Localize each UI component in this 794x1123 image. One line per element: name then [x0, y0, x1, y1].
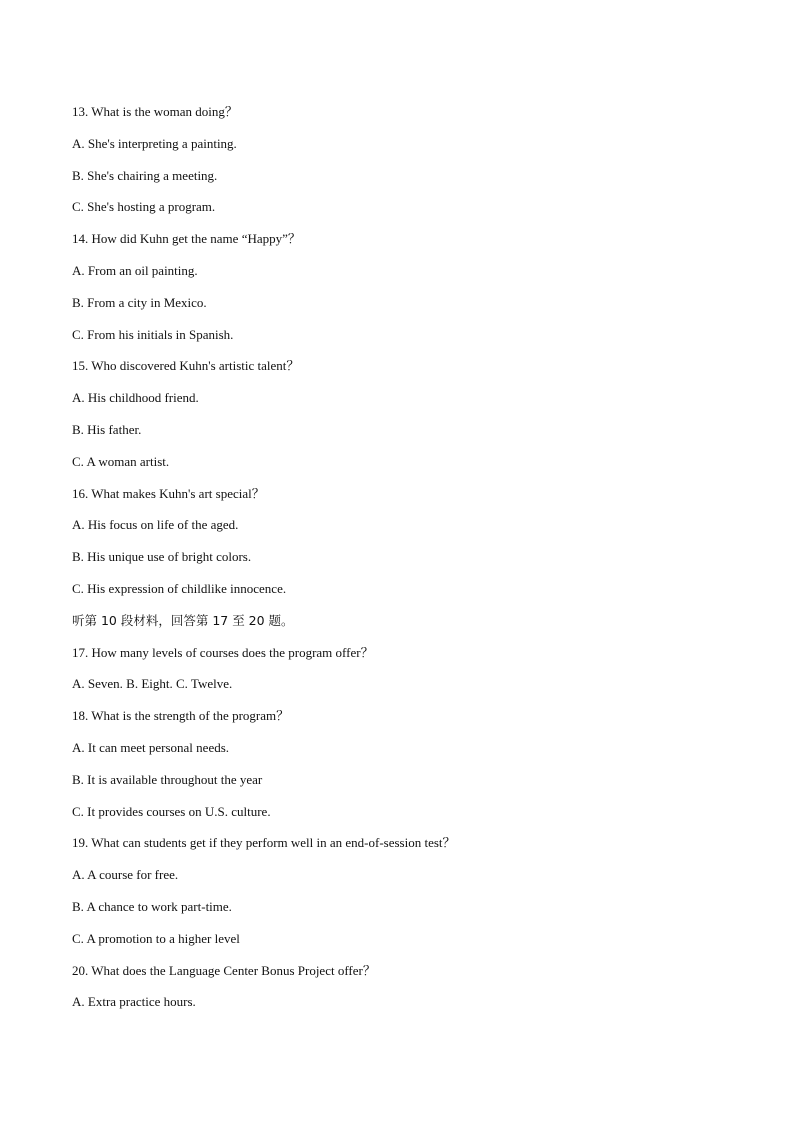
question-15: 15. Who discovered Kuhn's artistic talent？ — [72, 358, 300, 374]
options-17: A. Seven. B. Eight. C. Twelve. — [72, 676, 233, 692]
option-18b: B. It is available throughout the year — [72, 771, 263, 787]
question-14: 14. How did Kuhn get the name “Happy”？ — [72, 231, 301, 247]
question-17: 17. How many levels of courses does the program offer？ — [72, 644, 374, 660]
option-20a: A. Extra practice hours. — [72, 994, 196, 1010]
question-20: 20. What does the Language Center Bonus Project offer？ — [72, 962, 376, 978]
option-19a: A. A course for free. — [72, 867, 179, 883]
option-16b: B. His unique use of bright colors. — [72, 549, 252, 565]
question-16: 16. What makes Kuhn's art special？ — [72, 485, 265, 501]
option-13b: B. She's chairing a meeting. — [72, 167, 218, 183]
option-14b: B. From a city in Mexico. — [72, 294, 207, 310]
question-19: 19. What can students get if they perform well in an end-of-session test？ — [72, 835, 456, 851]
option-14c: C. From his initials in Spanish. — [72, 326, 234, 342]
option-16a: A. His focus on life of the aged. — [72, 517, 239, 533]
option-16c: C. His expression of childlike innocence. — [72, 580, 287, 596]
option-18a: A. It can meet personal needs. — [72, 739, 230, 755]
option-13c: C. She's hosting a program. — [72, 199, 216, 215]
question-13: 13. What is the woman doing？ — [72, 104, 238, 119]
question-18: 18. What is the strength of the program？ — [72, 708, 290, 724]
option-19c: C. A promotion to a higher level — [72, 930, 240, 946]
option-19b: B. A chance to work part-time. — [72, 898, 232, 914]
option-15c: C. A woman artist. — [72, 453, 170, 469]
option-15a: A. His childhood friend. — [72, 390, 199, 406]
section-instruction: 听第 10 段材料，回答第 17 至 20 题。 — [72, 612, 294, 628]
option-13a: A. She's interpreting a painting. — [72, 135, 237, 151]
option-15b: B. His father. — [72, 421, 142, 437]
document-page — [72, 102, 732, 1024]
option-14a: A. From an oil painting. — [72, 262, 198, 278]
option-18c: C. It provides courses on U.S. culture. — [72, 803, 271, 819]
